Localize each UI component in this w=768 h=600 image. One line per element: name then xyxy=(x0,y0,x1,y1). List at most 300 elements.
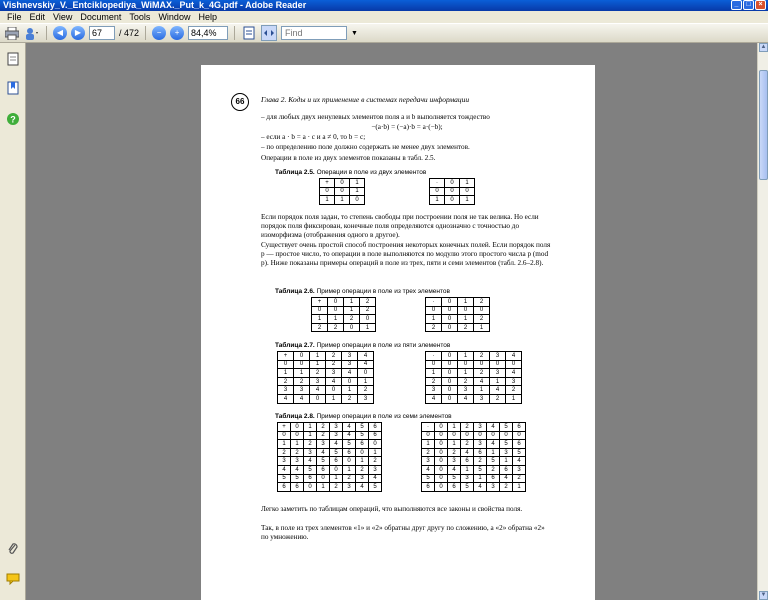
table-header-cell: 2 xyxy=(278,448,291,457)
scroll-down-icon[interactable]: ▼ xyxy=(760,592,767,598)
table-cell: 1 xyxy=(448,440,461,449)
table-cell: 0 xyxy=(474,431,487,440)
table-header-cell: 0 xyxy=(426,306,442,315)
table-caption: Таблица 2.7. Пример операции в поле из пяти элементов xyxy=(275,342,451,349)
table-cell: 1 xyxy=(474,323,490,332)
table-row xyxy=(422,448,526,457)
navigation-panel xyxy=(0,43,26,600)
table-cell: 2 xyxy=(490,394,506,403)
table-row xyxy=(312,315,376,324)
table-header-cell: 3 xyxy=(426,386,442,395)
table-cell: 4 xyxy=(326,377,342,386)
table-row xyxy=(426,360,522,369)
table-cell: 0 xyxy=(435,448,448,457)
table-cell: 2 xyxy=(461,440,474,449)
table-cell: 0 xyxy=(360,315,376,324)
table-cell: 5 xyxy=(343,440,356,449)
table-cell: 1 xyxy=(358,377,374,386)
table-header-cell: 1 xyxy=(278,440,291,449)
table-header-cell: 1 xyxy=(422,440,435,449)
table-cell: 4 xyxy=(506,369,522,378)
comments-icon[interactable] xyxy=(5,571,21,587)
table-header-cell: 1 xyxy=(278,369,294,378)
table-row xyxy=(422,457,526,466)
table-row xyxy=(312,306,376,315)
table-cell: 4 xyxy=(500,474,513,483)
table-header-cell: 6 xyxy=(513,423,526,432)
table-row xyxy=(278,394,374,403)
table-cell: 4 xyxy=(490,386,506,395)
table-cell: 6 xyxy=(461,457,474,466)
table-header-cell: 3 xyxy=(330,423,343,432)
table-header-cell: 2 xyxy=(278,377,294,386)
table-row xyxy=(278,465,382,474)
table-cell: 1 xyxy=(460,196,475,205)
table-cell: 6 xyxy=(330,457,343,466)
table-cell: 0 xyxy=(460,187,475,196)
table-cell: 1 xyxy=(330,474,343,483)
pages-icon[interactable] xyxy=(5,51,21,67)
fit-width-icon[interactable] xyxy=(261,25,277,41)
table-cell: 3 xyxy=(358,394,374,403)
table-header-cell: · xyxy=(430,179,445,188)
table-row xyxy=(430,187,475,196)
table-cell: 0 xyxy=(474,306,490,315)
table-header-cell: 1 xyxy=(430,196,445,205)
table-cell: 2 xyxy=(294,377,310,386)
table-cell: 3 xyxy=(448,457,461,466)
bullet-text: – для любых двух ненулевых элементов поля a и b выполняется тождество xyxy=(261,113,490,121)
toolbar-separator xyxy=(46,26,47,40)
table-cell: 2 xyxy=(500,483,513,492)
table-cell: 2 xyxy=(317,431,330,440)
pdf-page xyxy=(201,65,595,600)
table-cell: 0 xyxy=(310,394,326,403)
table-cell: 2 xyxy=(343,474,356,483)
table-cell: 1 xyxy=(474,474,487,483)
table-cell: 0 xyxy=(304,483,317,492)
find-input[interactable] xyxy=(281,26,347,40)
table-cell: 3 xyxy=(500,448,513,457)
fit-page-icon[interactable] xyxy=(241,25,257,41)
window-titlebar xyxy=(0,0,768,11)
table-row xyxy=(430,196,475,205)
table-row xyxy=(422,483,526,492)
table-header-cell: + xyxy=(278,352,294,361)
table-header-cell: 0 xyxy=(320,187,335,196)
table-cell: 3 xyxy=(458,386,474,395)
table-row xyxy=(422,440,526,449)
table-cell: 0 xyxy=(317,474,330,483)
table-cell: 0 xyxy=(326,386,342,395)
table-header-cell: 3 xyxy=(490,352,506,361)
table-header-cell: 6 xyxy=(422,483,435,492)
table-row xyxy=(320,196,365,205)
toolbar xyxy=(0,23,768,43)
table-cell: 0 xyxy=(442,386,458,395)
table-cell: 0 xyxy=(342,377,358,386)
table-caption: Таблица 2.6. Пример операции в поле из трех элементов xyxy=(275,288,450,295)
table-cell: 4 xyxy=(330,440,343,449)
paragraph: Существует очень простой способ построения некоторых конечных полей. Если порядок поля p — простое число, то операции в поле выполняются по модулю этого простого числа p (mod p). Ниже показаны примеры операций в поле из трех, пяти и семи элементов (табл. 2.6–2.8). xyxy=(261,241,551,268)
table-cell: 0 xyxy=(442,369,458,378)
scroll-thumb[interactable] xyxy=(759,70,768,180)
table-cell: 6 xyxy=(500,465,513,474)
minimize-button[interactable]: _ xyxy=(731,0,742,10)
table-cell: 0 xyxy=(435,465,448,474)
table-cell: 6 xyxy=(317,465,330,474)
bookmarks-icon[interactable] xyxy=(5,80,21,96)
table-cell: 4 xyxy=(343,431,356,440)
table-cell: 3 xyxy=(342,360,358,369)
vertical-scrollbar[interactable] xyxy=(757,43,768,600)
table-cell: 4 xyxy=(291,465,304,474)
zoom-out-icon[interactable]: − xyxy=(152,26,166,40)
table-header-cell: 2 xyxy=(312,323,328,332)
table-row xyxy=(422,431,526,440)
table-header-cell: 3 xyxy=(474,423,487,432)
table-cell: 3 xyxy=(294,386,310,395)
table-row xyxy=(426,369,522,378)
table-header-cell: 2 xyxy=(422,448,435,457)
bullet-text: – по определению поле должно содержать не менее двух элементов. xyxy=(261,143,470,151)
table-header-cell: 0 xyxy=(278,431,291,440)
table-header-cell: 0 xyxy=(278,360,294,369)
menu-tools[interactable]: Tools xyxy=(129,12,151,22)
page-number-badge: 66 xyxy=(231,93,249,111)
document-viewer[interactable] xyxy=(26,43,768,600)
table-row xyxy=(278,386,374,395)
t27-mul-table xyxy=(425,351,522,404)
table-cell: 6 xyxy=(448,483,461,492)
table-cell: 1 xyxy=(335,196,350,205)
table-cell: 1 xyxy=(490,377,506,386)
table-header-cell: 5 xyxy=(356,423,369,432)
scroll-up-icon[interactable]: ▲ xyxy=(760,44,767,50)
table-cell: 4 xyxy=(461,448,474,457)
table-row xyxy=(422,423,526,432)
svg-text:?: ? xyxy=(10,114,16,125)
table-cell: 2 xyxy=(487,465,500,474)
table-cell: 3 xyxy=(317,440,330,449)
table-cell: 5 xyxy=(369,483,382,492)
table-cell: 2 xyxy=(304,440,317,449)
table-header-cell: · xyxy=(422,423,435,432)
table-header-cell: 4 xyxy=(278,465,291,474)
table-cell: 0 xyxy=(435,431,448,440)
table-cell: 1 xyxy=(458,369,474,378)
table-header-cell: 1 xyxy=(458,352,474,361)
table-cell: 2 xyxy=(328,323,344,332)
table-cell: 0 xyxy=(474,360,490,369)
table-header-cell: 2 xyxy=(474,352,490,361)
table-cell: 3 xyxy=(513,465,526,474)
table-cell: 5 xyxy=(304,465,317,474)
table-cell: 4 xyxy=(474,377,490,386)
t28-mul-table xyxy=(421,422,526,492)
print-icon[interactable] xyxy=(4,25,20,41)
table-cell: 2 xyxy=(310,369,326,378)
table-header-cell: + xyxy=(320,179,335,188)
table-header-cell: 5 xyxy=(500,423,513,432)
table-cell: 3 xyxy=(506,377,522,386)
table-header-cell: 1 xyxy=(350,179,365,188)
table-cell: 0 xyxy=(356,448,369,457)
table-row xyxy=(312,323,376,332)
table-cell: 1 xyxy=(328,315,344,324)
table-cell: 0 xyxy=(328,306,344,315)
table-cell: 1 xyxy=(461,465,474,474)
table-row xyxy=(278,457,382,466)
table-cell: 0 xyxy=(369,440,382,449)
table-header-cell: 2 xyxy=(360,298,376,307)
table-cell: 0 xyxy=(461,431,474,440)
table-cell: 1 xyxy=(326,394,342,403)
table-cell: 0 xyxy=(442,394,458,403)
table-cell: 2 xyxy=(369,457,382,466)
table-cell: 0 xyxy=(442,315,458,324)
table-cell: 0 xyxy=(442,377,458,386)
table-cell: 3 xyxy=(291,457,304,466)
table-header-cell: 1 xyxy=(448,423,461,432)
table-header-cell: 0 xyxy=(422,431,435,440)
table-cell: 4 xyxy=(448,465,461,474)
table-header-cell: 2 xyxy=(474,298,490,307)
table-cell: 5 xyxy=(474,465,487,474)
table-row xyxy=(426,386,522,395)
table-cell: 2 xyxy=(344,315,360,324)
table-cell: 0 xyxy=(435,440,448,449)
bullet-text: – если a · b = a · c и a ≠ 0, то b = c; xyxy=(261,133,366,141)
table-cell: 6 xyxy=(487,474,500,483)
table-cell: 0 xyxy=(350,196,365,205)
table-cell: 0 xyxy=(358,369,374,378)
table-header-cell: 5 xyxy=(278,474,291,483)
table-row xyxy=(426,377,522,386)
attachments-icon[interactable] xyxy=(5,541,21,557)
table-row xyxy=(422,465,526,474)
table-cell: 2 xyxy=(474,315,490,324)
table-row xyxy=(426,323,490,332)
table-row xyxy=(426,306,490,315)
table-cell: 0 xyxy=(294,360,310,369)
table-header-cell: 1 xyxy=(344,298,360,307)
table-row xyxy=(278,352,374,361)
table-row xyxy=(278,440,382,449)
table-cell: 0 xyxy=(506,360,522,369)
table-header-cell: 0 xyxy=(430,187,445,196)
page-number-input[interactable] xyxy=(89,26,115,40)
table-cell: 6 xyxy=(369,431,382,440)
table-row xyxy=(278,483,382,492)
table-header-cell: 4 xyxy=(426,394,442,403)
table-cell: 5 xyxy=(330,448,343,457)
table-header-cell: 1 xyxy=(312,315,328,324)
table-row xyxy=(278,448,382,457)
table-row xyxy=(278,377,374,386)
help-icon[interactable] xyxy=(5,111,21,127)
table-cell: 2 xyxy=(356,465,369,474)
menu-help[interactable]: Help xyxy=(198,12,217,22)
table-cell: 5 xyxy=(500,440,513,449)
zoom-in-icon[interactable]: + xyxy=(170,26,184,40)
page-header: Глава 2. Коды и их применение в системах передачи информации xyxy=(261,95,470,104)
collaborate-icon[interactable] xyxy=(24,25,40,41)
table-cell: 3 xyxy=(461,474,474,483)
table-cell: 4 xyxy=(487,440,500,449)
table-header-cell: 2 xyxy=(426,323,442,332)
table-cell: 3 xyxy=(474,394,490,403)
table-cell: 2 xyxy=(358,386,374,395)
table-cell: 3 xyxy=(326,369,342,378)
table-cell: 2 xyxy=(458,377,474,386)
table-header-cell: 1 xyxy=(426,369,442,378)
table-header-cell: 0 xyxy=(335,179,350,188)
table-row xyxy=(430,179,475,188)
table-cell: 1 xyxy=(343,465,356,474)
table-cell: 4 xyxy=(358,360,374,369)
toolbar-separator xyxy=(234,26,235,40)
table-cell: 1 xyxy=(360,323,376,332)
table-cell: 1 xyxy=(506,394,522,403)
table-header-cell: 1 xyxy=(460,179,475,188)
table-header-cell: 3 xyxy=(278,457,291,466)
table-row xyxy=(278,369,374,378)
table-cell: 2 xyxy=(474,369,490,378)
t25-mul-table xyxy=(429,178,475,205)
table-cell: 0 xyxy=(458,306,474,315)
paragraph: Операции в поле из двух элементов показаны в табл. 2.5. xyxy=(261,154,436,162)
table-cell: 1 xyxy=(369,448,382,457)
table-cell: 3 xyxy=(369,465,382,474)
t26-mul-table xyxy=(425,297,490,332)
table-row xyxy=(426,394,522,403)
table-cell: 2 xyxy=(474,457,487,466)
table-header-cell: 2 xyxy=(317,423,330,432)
table-cell: 6 xyxy=(356,440,369,449)
table-cell: 6 xyxy=(304,474,317,483)
table-cell: 6 xyxy=(343,448,356,457)
zoom-select[interactable] xyxy=(188,26,228,40)
find-dropdown-icon[interactable]: ▼ xyxy=(351,29,358,37)
table-cell: 3 xyxy=(490,369,506,378)
table-cell: 5 xyxy=(513,448,526,457)
table-header-cell: 1 xyxy=(458,298,474,307)
table-caption: Таблица 2.8. Пример операции в поле из семи элементов xyxy=(275,413,452,420)
table-cell: 0 xyxy=(490,360,506,369)
next-page-icon[interactable]: ▶ xyxy=(71,26,85,40)
table-cell: 2 xyxy=(458,323,474,332)
table-cell: 0 xyxy=(442,323,458,332)
table-cell: 5 xyxy=(356,431,369,440)
table-cell: 2 xyxy=(506,386,522,395)
table-header-cell: 4 xyxy=(343,423,356,432)
menu-bar xyxy=(0,11,768,23)
table-header-cell: + xyxy=(278,423,291,432)
table-header-cell: 0 xyxy=(312,306,328,315)
table-cell: 0 xyxy=(435,457,448,466)
table-cell: 4 xyxy=(369,474,382,483)
table-row xyxy=(278,423,382,432)
table-header-cell: 1 xyxy=(426,315,442,324)
table-cell: 0 xyxy=(442,306,458,315)
table-cell: 4 xyxy=(474,483,487,492)
table-cell: 0 xyxy=(445,196,460,205)
toolbar-separator xyxy=(145,26,146,40)
table-header-cell: 5 xyxy=(422,474,435,483)
table-header-cell: 4 xyxy=(487,423,500,432)
table-cell: 1 xyxy=(294,369,310,378)
table-header-cell: 0 xyxy=(442,298,458,307)
table-header-cell: 4 xyxy=(278,394,294,403)
table-header-cell: 4 xyxy=(358,352,374,361)
table-header-cell: 0 xyxy=(442,352,458,361)
table-row xyxy=(320,187,365,196)
zoom-value: 84,4% xyxy=(191,28,217,38)
table-cell: 0 xyxy=(513,431,526,440)
table-header-cell: 3 xyxy=(278,386,294,395)
table-cell: 6 xyxy=(513,440,526,449)
table-cell: 6 xyxy=(474,448,487,457)
table-header-cell: 6 xyxy=(369,423,382,432)
table-header-cell: 4 xyxy=(422,465,435,474)
table-header-cell: + xyxy=(312,298,328,307)
table-cell: 1 xyxy=(474,386,490,395)
table-header-cell: 3 xyxy=(422,457,435,466)
paragraph: Так, в поле из трех элементов «1» и «2» обратны друг другу по сложению, а «2» обратна «2» по умножению. xyxy=(261,524,545,542)
table-header-cell: 4 xyxy=(506,352,522,361)
paragraph: Если порядок поля задан, то степень свободы при построении поля не так велика. Но если порядок поля фиксирован, конечные поля определяются однозначно с точностью до изоморфизма (отображения одного в другое). xyxy=(261,213,539,240)
table-cell: 2 xyxy=(291,448,304,457)
maximize-button[interactable]: □ xyxy=(743,0,754,10)
table-row xyxy=(426,315,490,324)
table-cell: 2 xyxy=(448,448,461,457)
table-header-cell: 0 xyxy=(291,423,304,432)
table-cell: 4 xyxy=(310,386,326,395)
window-title: Vishnevskiy_V._Entciklopediya_WiMAX._Put_k_4G.pdf - Adobe Reader xyxy=(3,0,307,10)
table-cell: 0 xyxy=(445,187,460,196)
table-cell: 4 xyxy=(342,369,358,378)
menu-document[interactable]: Document xyxy=(80,12,122,22)
table-header-cell: 0 xyxy=(328,298,344,307)
table-cell: 1 xyxy=(291,440,304,449)
table-row xyxy=(278,360,374,369)
table-header-cell: 1 xyxy=(310,352,326,361)
table-cell: 4 xyxy=(356,483,369,492)
table-cell: 1 xyxy=(513,483,526,492)
table-cell: 1 xyxy=(310,360,326,369)
table-header-cell: 2 xyxy=(326,352,342,361)
table-cell: 0 xyxy=(330,465,343,474)
table-header-cell: 0 xyxy=(445,179,460,188)
table-row xyxy=(426,298,490,307)
menu-window[interactable]: Window xyxy=(158,12,191,22)
table-cell: 5 xyxy=(487,457,500,466)
menu-edit[interactable]: Edit xyxy=(29,12,46,22)
table-cell: 0 xyxy=(344,323,360,332)
menu-view[interactable]: View xyxy=(53,12,73,22)
table-cell: 3 xyxy=(343,483,356,492)
table-cell: 1 xyxy=(317,483,330,492)
table-cell: 2 xyxy=(326,360,342,369)
table-cell: 5 xyxy=(448,474,461,483)
menu-file[interactable]: File xyxy=(7,12,22,22)
table-cell: 4 xyxy=(294,394,310,403)
previous-page-icon[interactable]: ◀ xyxy=(53,26,67,40)
close-button[interactable]: × xyxy=(755,0,766,10)
table-row xyxy=(278,431,382,440)
paragraph: Легко заметить по таблицам операций, что выполняются все законы и свойства поля. xyxy=(261,505,523,513)
